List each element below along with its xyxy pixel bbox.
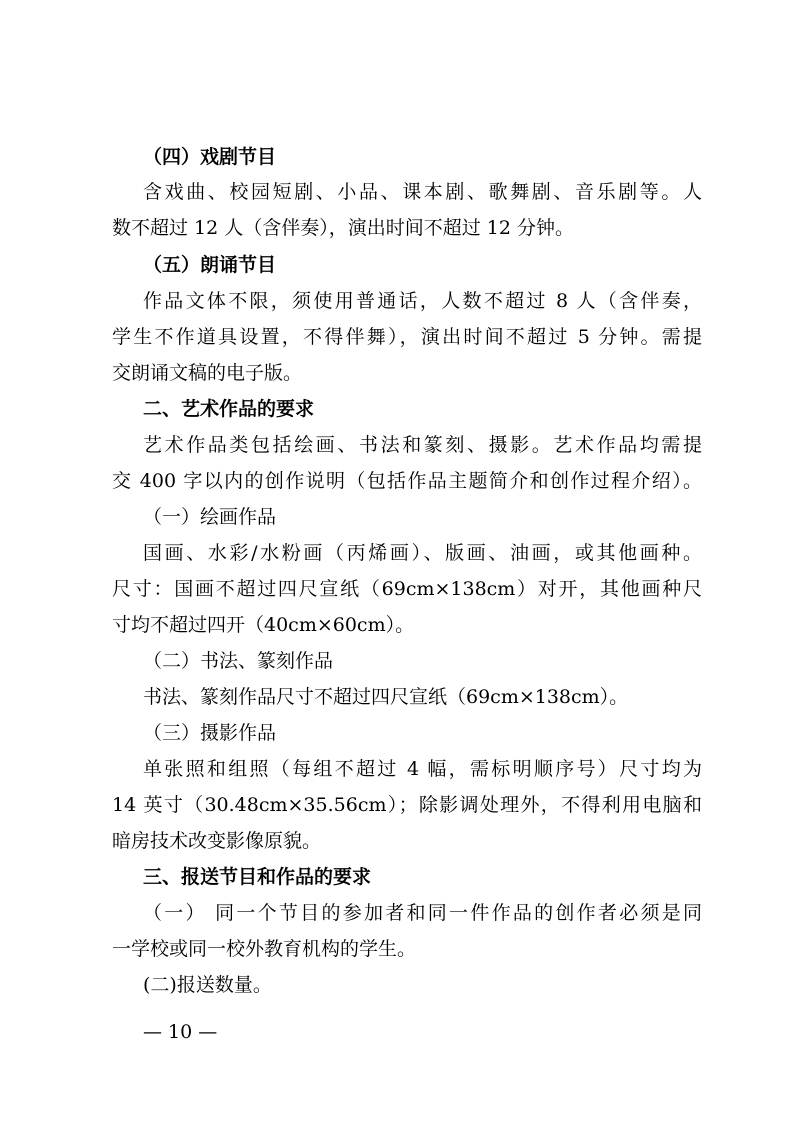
submit-body-line-1: （一） 同一个节目的参加者和同一件作品的创作者必须是同 bbox=[143, 902, 702, 924]
calligraphy-body-line-1: 书法、篆刻作品尺寸不超过四尺宣纸（69cm×138cm）。 bbox=[143, 686, 629, 708]
drama-heading: （四）戏剧节目 bbox=[143, 146, 277, 168]
art-body-line-2: 交 400 字以内的创作说明（包括作品主题简介和创作过程介绍）。 bbox=[112, 470, 702, 492]
recitation-body-line-2: 学生不作道具设置，不得伴舞），演出时间不超过 5 分钟。需提 bbox=[112, 326, 702, 348]
photo-body-line-2: 14 英寸（30.48cm×35.56cm）；除影调处理外，不得利用电脑和 bbox=[112, 794, 702, 816]
quantity-heading: (二)报送数量。 bbox=[143, 974, 272, 996]
drama-body-line-1: 含戏曲、校园短剧、小品、课本剧、歌舞剧、音乐剧等。人 bbox=[143, 181, 702, 203]
drama-body-line-2: 数不超过 12 人（含伴奏），演出时间不超过 12 分钟。 bbox=[112, 217, 575, 239]
art-body-line-1: 艺术作品类包括绘画、书法和篆刻、摄影。艺术作品均需提 bbox=[143, 434, 702, 456]
photo-body-line-1: 单张照和组照（每组不超过 4 幅，需标明顺序号）尺寸均为 bbox=[143, 758, 702, 780]
recitation-body-line-3: 交朗诵文稿的电子版。 bbox=[112, 362, 303, 384]
painting-body-line-1: 国画、水彩/水粉画（丙烯画）、版画、油画，或其他画种。 bbox=[143, 542, 702, 564]
submit-heading: 三、报送节目和作品的要求 bbox=[143, 866, 372, 888]
calligraphy-heading: （二）书法、篆刻作品 bbox=[143, 650, 334, 672]
photo-body-line-3: 暗房技术改变影像原貌。 bbox=[112, 830, 322, 852]
page-number: — 10 — bbox=[143, 1021, 218, 1043]
art-heading: 二、艺术作品的要求 bbox=[143, 398, 315, 420]
recitation-body-line-1: 作品文体不限，须使用普通话，人数不超过 8 人（含伴奏， bbox=[143, 290, 702, 312]
submit-body-line-2: 一学校或同一校外教育机构的学生。 bbox=[112, 938, 417, 960]
painting-body-line-3: 寸均不超过四开（40cm×60cm）。 bbox=[112, 614, 415, 636]
painting-body-line-2: 尺寸：国画不超过四尺宣纸（69cm×138cm）对开，其他画种尺 bbox=[112, 578, 702, 600]
painting-heading: （一）绘画作品 bbox=[143, 506, 277, 528]
photo-heading: （三）摄影作品 bbox=[143, 722, 277, 744]
recitation-heading: （五）朗诵节目 bbox=[143, 254, 277, 276]
